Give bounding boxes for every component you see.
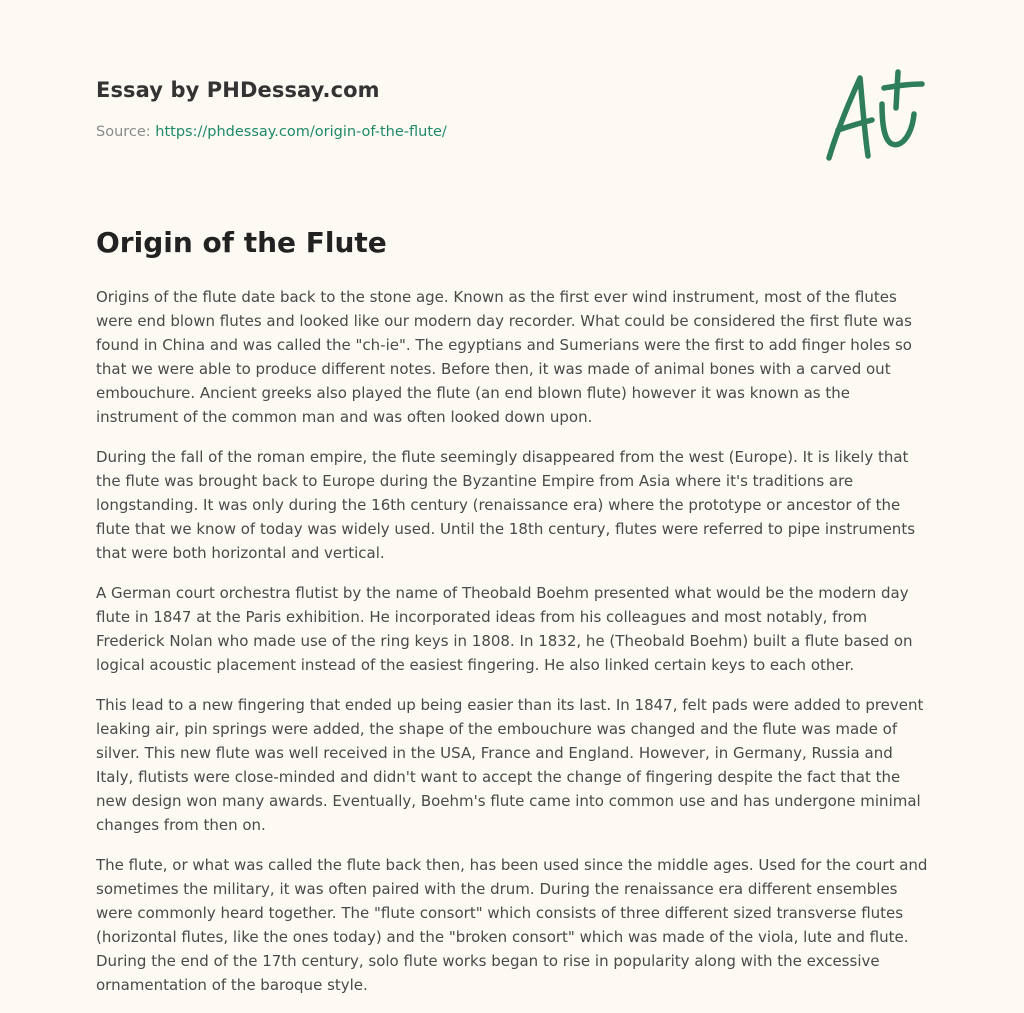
essay-paragraph: During the fall of the roman empire, the flute seemingly disappeared from the west (Europe). It is likely that the flute was brought back to Europe during the Byzantine Empire from Asia where it's traditions are longstanding. It was only during the 16th century (renaissance era) where the prototype or ancestor of the flute that we know of today was widely used. Until the 18th century, flutes were referred to pipe instruments that were both horizontal and vertical.: [96, 448, 916, 562]
source-link[interactable]: https://phdessay.com/origin-of-the-flute/: [155, 124, 447, 140]
essay-page: [96, 0, 928, 994]
essay-paragraph: This lead to a new fingering that ended up being easier than its last. In 1847, felt pads were added to prevent leaking air, pin springs were added, the shape of the embouchure was changed and the flute was made of silver. This new flute was well received in the USA, France and England. However, in Germany, Russia and Italy, flutists were close-minded and didn't want to accept the change of fingering despite the fact that the new design won many awards. Eventually, Boehm's flute came into common use and has undergone minimal changes from then on.: [96, 696, 924, 834]
page-header: [96, 0, 928, 190]
essay-paragraph: The flute, or what was called the flute back then, has been used since the middle ages. Used for the court and sometimes the military, it was often paired with the drum. During the renaissance era different ensembles were commonly heard together. The "flute consort" which consists of three different sized transverse flutes (horizontal flutes, like the ones today) and the "broken consort" which was made of the viola, lute and flute. During the end of the 17th century, solo flute works began to rise in popularity along with the excessive ornamentation of the baroque style.: [96, 856, 928, 994]
essay-title: Origin of the Flute: [96, 226, 387, 259]
essay-paragraph: A German court orchestra flutist by the name of Theobald Boehm presented what would be the modern day flute in 1847 at the Paris exhibition. He incorporated ideas from his colleagues and most notably, from Frederick Nolan who made use of the ring keys in 1808. In 1832, he (Theobald Boehm) built a flute based on logical acoustic placement instead of the easiest fingering. He also linked certain keys to each other.: [96, 584, 913, 674]
source-label: Source:: [96, 124, 156, 140]
essay-paragraph: Origins of the flute date back to the stone age. Known as the first ever wind instrument, most of the flutes were end blown flutes and looked like our modern day recorder. What could be considered the first flute was found in China and was called the "ch-ie". The egyptians and Sumerians were the first to add finger holes so that we were able to produce different notes. Before then, it was made of animal bones with a carved out embouchure. Ancient greeks also played the flute (an end blown flute) however it was known as the instrument of the common man and was often looked down upon.: [96, 288, 912, 426]
source-line: [96, 124, 447, 140]
essay-body: [96, 285, 928, 1013]
a-plus-logo-icon: [824, 68, 928, 164]
site-title: Essay by PHDessay.com: [96, 78, 380, 102]
